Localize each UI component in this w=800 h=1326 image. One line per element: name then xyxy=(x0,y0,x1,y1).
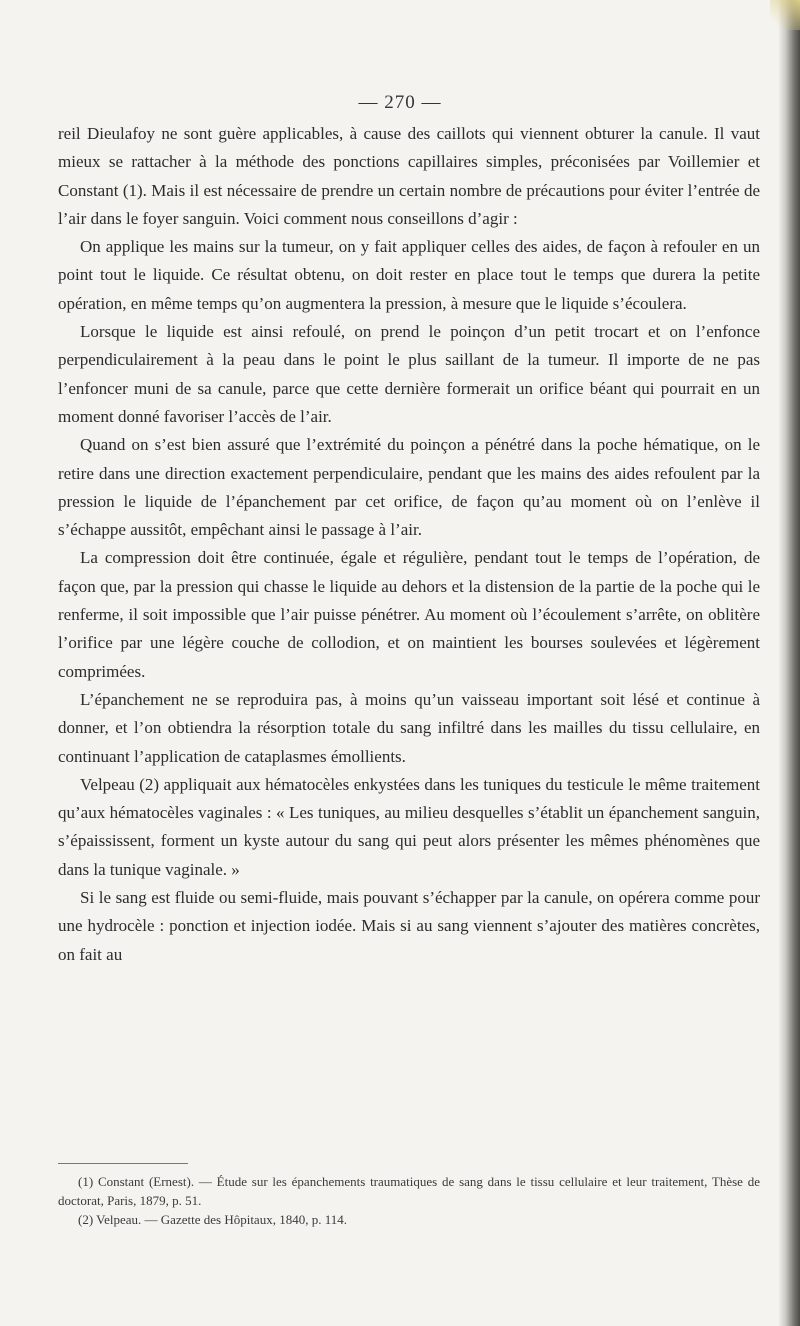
paragraph: Quand on s’est bien assuré que l’extrémité du poinçon a pénétré dans la poche hématique, on le retire dans une direction exactement perpendiculaire, pendant que les mains des aides refoulent par la pression le liquide de l’épanchement par cet orifice, de façon qu’au moment où on l’enlève il s’échappe aussitôt, empêchant ainsi le passage à l’air. xyxy=(58,435,760,540)
paragraph: La compression doit être continuée, égale et régulière, pendant tout le temps de l’opération, de façon que, par la pression qui chasse le liquide au dehors et la distension de la partie de la poche qui le renferme, il soit impossible que l’air puisse pénétrer. Au moment où l’écoulement s’arrête, on oblitère l’orifice par une légère couche de collodion, et on maintient les bourses soulevées et légèrement comprimées. xyxy=(58,548,760,681)
footnote: (1) Constant (Ernest). — Étude sur les épanchements traumatiques de sang dans le tissu cellulaire et leur traitement, Thèse de doctorat, Paris, 1879, p. 51. xyxy=(58,1174,760,1208)
footnotes xyxy=(58,1172,760,1229)
paragraph: On applique les mains sur la tumeur, on y fait appliquer celles des aides, de façon à refouler en un point tout le liquide. Ce résultat obtenu, on doit rester en place tout le temps que durera la petite opération, en même temps qu’on augmentera la pression, à mesure que le liquide s’écoulera. xyxy=(58,237,760,313)
page-corner-stain xyxy=(770,0,800,30)
body-text xyxy=(58,120,760,969)
paragraph: Si le sang est fluide ou semi-fluide, mais pouvant s’échapper par la canule, on opérera comme pour une hydrocèle : ponction et injection iodée. Mais si au sang viennent s’ajouter des matières concrètes, on fait au xyxy=(58,888,760,964)
page-number: — 270 — xyxy=(358,92,442,113)
paragraph: reil Dieulafoy ne sont guère applicables, à cause des caillots qui viennent obturer la canule. Il vaut mieux se rattacher à la méthode des ponctions capillaires simples, préconisées par Voillemier et Constant (1). Mais il est nécessaire de prendre un certain nombre de précautions pour éviter l’entrée de l’air dans le foyer sanguin. Voici comment nous conseillons d’agir : xyxy=(58,124,760,228)
footnote: (2) Velpeau. — Gazette des Hôpitaux, 1840, p. 114. xyxy=(78,1212,347,1227)
footnote-separator xyxy=(58,1163,188,1164)
paragraph: L’épanchement ne se reproduira pas, à moins qu’un vaisseau important soit lésé et continue à donner, et l’on obtiendra la résorption totale du sang infiltré dans les mailles du tissu cellulaire, en continuant l’application de cataplasmes émollients. xyxy=(58,689,760,766)
page-edge-shadow xyxy=(778,0,800,1326)
paragraph: Lorsque le liquide est ainsi refoulé, on prend le poinçon d’un petit trocart et on l’enfonce perpendiculairement à la peau dans le point le plus saillant de la tumeur. Il importe de ne pas l’enfoncer muni de sa canule, parce que cette dernière formerait un orifice béant qui pourrait en un moment donné favoriser l’accès de l’air. xyxy=(58,322,760,426)
paragraph: Velpeau (2) appliquait aux hématocèles enkystées dans les tuniques du testicule le même traitement qu’aux hématocèles vaginales : « Les tuniques, au milieu desquelles s’établit un épanchement sanguin, s’épaississent, forment un kyste autour du sang qui peut alors présenter les mêmes phénomènes que dans la tunique vaginale. » xyxy=(58,774,760,879)
